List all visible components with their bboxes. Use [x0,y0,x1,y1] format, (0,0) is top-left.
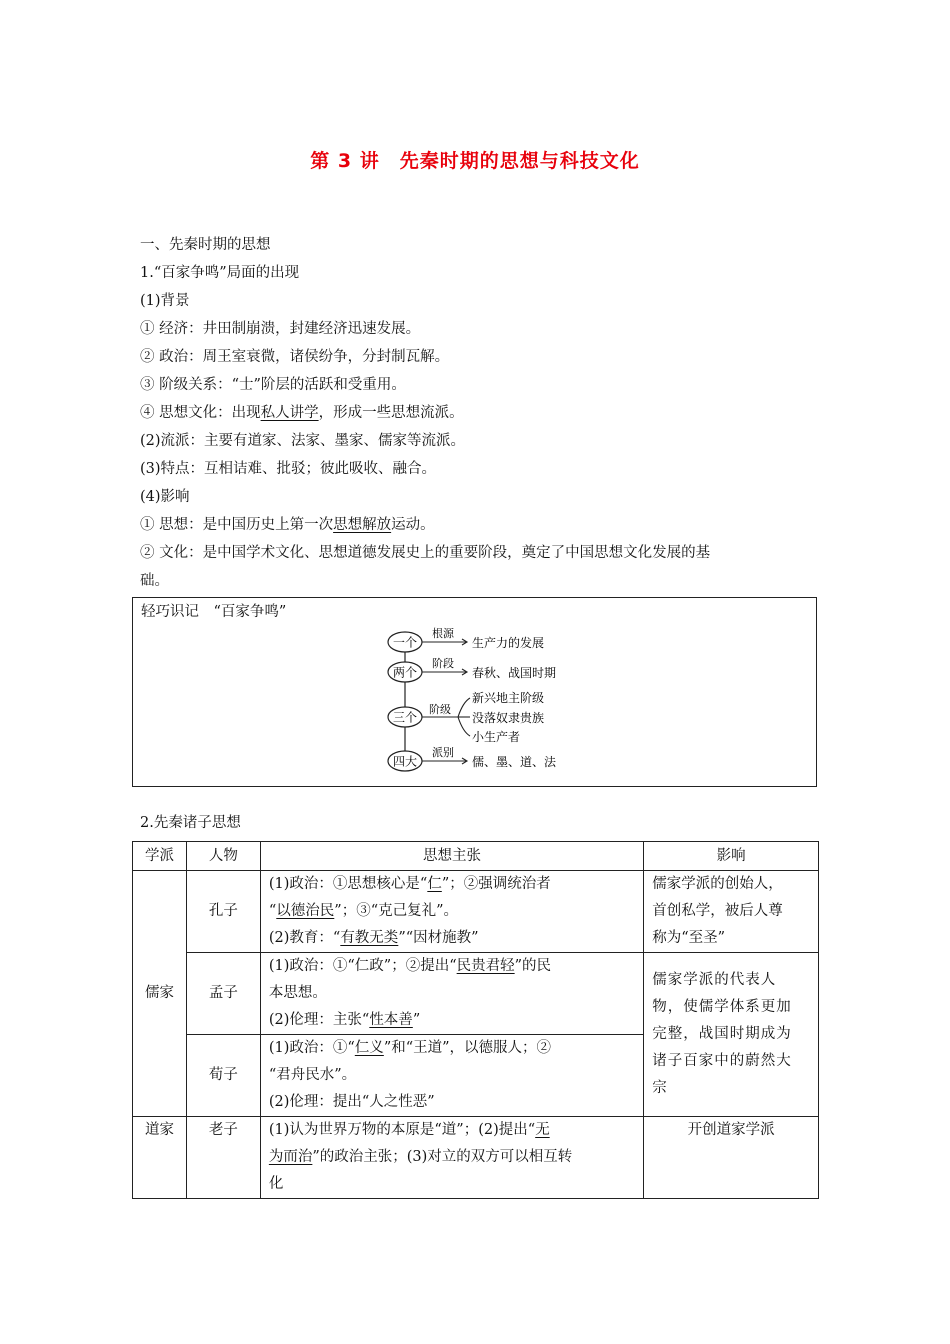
thought-cell: (1)政治：①“仁政”；②提出“民贵君轻”的民 本思想。 (2)伦理：主张“性本善” [260,953,643,1035]
impact-cell: 儒家学派的代表人 物，使儒学体系更加 完整，战国时期成为 诸子百家中的蔚然大 宗 [644,953,819,1117]
item-class-1: 新兴地主阶级 [472,691,545,705]
memo-title: 轻巧识记 “百家争鸣” [141,604,287,620]
subsection-heading: 1.“百家争鸣”局面的出现 [140,265,300,281]
memo-box [132,597,817,787]
impact-culture-line-2: 础。 [140,573,169,589]
node-4 [388,751,422,771]
node-label-2: 两个 [392,665,418,680]
node-3 [388,707,422,727]
node-1 [388,632,422,652]
section1-heading: 一、先秦时期的思想 [140,237,271,253]
politics-line: ② 政治：周王室衰微，诸侯纷争，分封制瓦解。 [140,349,450,365]
table-row [133,871,819,953]
impact-thought-line: ① 思想：是中国历史上第一次思想解放运动。 [140,517,435,533]
school-cell: 道家 [133,1117,187,1199]
school-cell: 儒家 [133,871,187,1117]
impact-cell: 儒家学派的创始人， 首创私学，被后人尊 称为“至圣” [644,871,819,953]
thought-cell: (1)政治：①“仁义”和“王道”，以德服人；② “君舟民水”。 (2)伦理：提出“人之性恶” [260,1035,643,1117]
node-2 [388,662,422,682]
item-origin: 生产力的发展 [472,636,545,650]
impact-culture-line: ② 文化：是中国学术文化、思想道德发展史上的重要阶段，奠定了中国思想文化发展的基 [140,545,711,561]
edge-label-4: 派别 [432,746,454,759]
item-period: 春秋、战国时期 [472,666,557,680]
header-person: 人物 [186,842,260,871]
person-cell: 孔子 [186,871,260,953]
thought-cell: (1)政治：①思想核心是“仁”；②强调统治者 “以德治民”；③“克己复礼”。 (2)教育：“有教无类”“因材施教” [260,871,643,953]
person-cell: 荀子 [186,1035,260,1117]
item-schools: 儒、墨、道、法 [472,755,557,769]
class-line: ③ 阶级关系：“士”阶层的活跃和受重用。 [140,377,406,393]
header-school: 学派 [133,842,187,871]
table-row [133,953,819,1035]
mind-map [133,598,816,786]
economy-line: ① 经济：井田制崩溃，封建经济迅速发展。 [140,321,421,337]
person-cell: 老子 [186,1117,260,1199]
impact-cell: 开创道家学派 [644,1117,819,1199]
section2-heading: 2.先秦诸子思想 [140,815,241,831]
background-heading: (1)背景 [140,293,190,309]
philosophers-table [132,841,819,1199]
edge-label-1: 根源 [432,627,454,640]
header-thought: 思想主张 [260,842,643,871]
edge-label-2: 阶段 [432,657,454,670]
header-impact: 影响 [644,842,819,871]
item-class-3: 小生产者 [472,730,521,744]
node-label-1: 一个 [392,635,418,650]
page-title: 第 3 讲 先秦时期的思想与科技文化 [310,150,640,172]
features-line: (3)特点：互相诘难、批驳；彼此吸收、融合。 [140,461,437,477]
table-row [133,1117,819,1199]
schools-line: (2)流派：主要有道家、法家、墨家、儒家等流派。 [140,433,466,449]
node-label-3: 三个 [392,710,418,725]
node-label-4: 四大 [392,754,418,769]
thought-line: ④ 思想文化：出现私人讲学，形成一些思想流派。 [140,405,464,421]
impact-heading: (4)影响 [140,489,190,505]
thought-cell: (1)认为世界万物的本原是“道”；(2)提出“无 为而治”的政治主张；(3)对立的双方可以相互转 化 [260,1117,643,1199]
person-cell: 孟子 [186,953,260,1035]
edge-label-3: 阶级 [429,703,451,716]
table-header-row [133,842,819,871]
item-class-2: 没落奴隶贵族 [472,711,545,725]
